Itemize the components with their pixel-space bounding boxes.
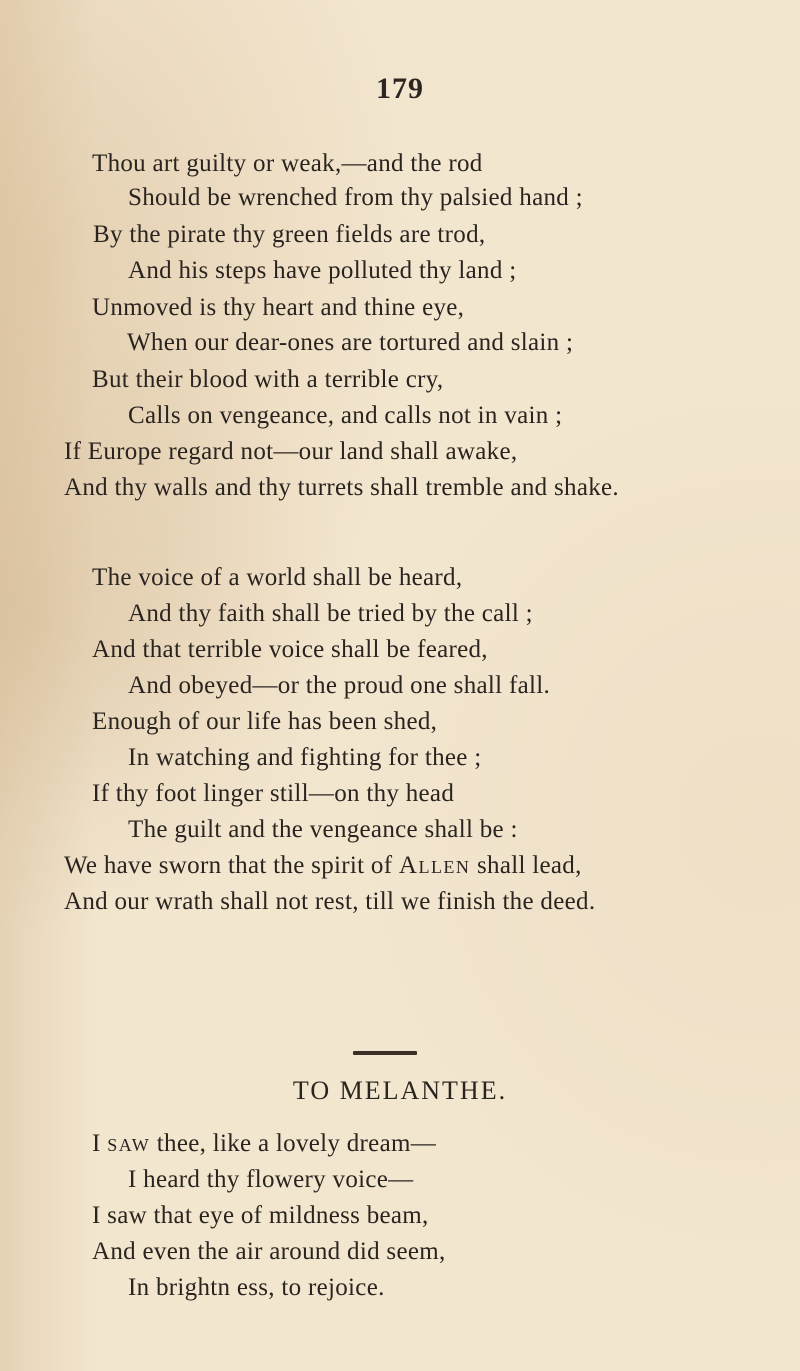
poem-line: And thy walls and thy turrets shall tremble and shake.: [64, 474, 619, 501]
poem-line: I saw that eye of mildness beam,: [92, 1202, 429, 1229]
poem-line: I heard thy flowery voice—: [128, 1166, 414, 1193]
small-caps-word: saw: [107, 1130, 151, 1157]
poem-line: And even the air around did seem,: [92, 1238, 446, 1265]
poem-line: And thy faith shall be tried by the call ;: [128, 600, 533, 627]
poem-line: If Europe regard not—our land shall awake,: [64, 438, 518, 465]
poem-line: And that terrible voice shall be feared,: [92, 636, 488, 663]
poem-line: When our dear-ones are tortured and slain ;: [127, 329, 574, 356]
poem-line: Unmoved is thy heart and thine eye,: [92, 294, 465, 321]
poem-line: [64, 851, 582, 881]
poem-title: TO MELANTHE.: [292, 1076, 508, 1105]
poem-line: In brightn ess, to rejoice.: [128, 1274, 385, 1301]
poem-line: But their blood with a terrible cry,: [92, 366, 444, 393]
poem-line: [92, 1129, 436, 1159]
poem-line: Should be wrenched from thy palsied hand ;: [128, 184, 583, 211]
poem-line: By the pirate thy green fields are trod,: [93, 221, 486, 248]
poem-line: Enough of our life has been shed,: [92, 708, 438, 735]
poem-line: Thou art guilty or weak,—and the rod: [92, 150, 483, 177]
line-text: shall lead,: [470, 852, 582, 879]
page-number: 179: [376, 72, 424, 105]
poem-line: If thy foot linger still—on thy head: [92, 780, 455, 807]
poem-line: And his steps have polluted thy land ;: [128, 257, 517, 284]
poem-line: The voice of a world shall be heard,: [92, 564, 463, 591]
poem-line: Calls on vengeance, and calls not in vain ;: [128, 402, 563, 429]
poem-line: The guilt and the vengeance shall be :: [128, 816, 518, 843]
line-text: We have sworn that the spirit of: [64, 852, 399, 879]
section-divider: [353, 1051, 417, 1055]
poem-line: And our wrath shall not rest, till we finish the deed.: [64, 888, 596, 915]
line-text: I: [92, 1130, 108, 1157]
poem-line: And obeyed—or the proud one shall fall.: [128, 672, 551, 699]
name-allen: Allen: [398, 852, 471, 879]
poem-line: In watching and fighting for thee ;: [128, 744, 482, 771]
line-text: thee, like a lovely dream—: [150, 1130, 437, 1157]
